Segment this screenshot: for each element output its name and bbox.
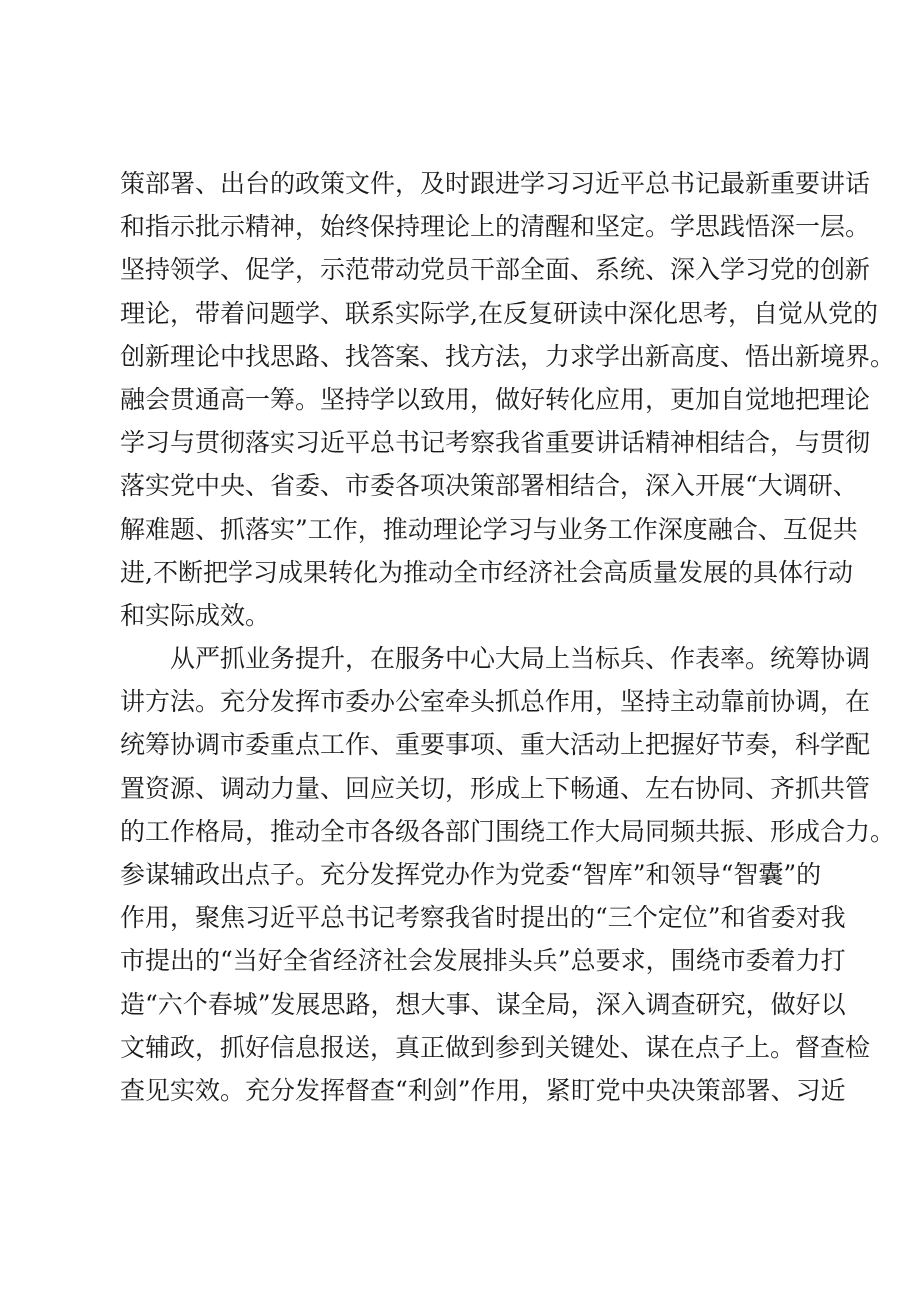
body-text [120,162,896,1112]
text-line: 坚持领学、促学，示范带动党员干部全面、系统、深入学习党的创新 [120,255,871,285]
text-line-paragraph-start: 从严抓业务提升，在服务中心大局上当标兵、作表率。统筹协调 [170,644,871,674]
text-line: 作用，聚焦习近平总书记考察我省时提出的“三个定位”和省委对我 [120,903,846,933]
text-line: 落实党中央、省委、市委各项决策部署相结合，深入开展“大调研、 [120,471,858,501]
text-line: 和指示批示精神，始终保持理论上的清醒和坚定。学思践悟深一层。 [120,212,871,242]
text-line: 讲方法。充分发挥市委办公室牵头抓总作用，坚持主动靠前协调，在 [120,687,871,717]
text-line: 融会贯通高一筹。坚持学以致用，做好转化应用，更加自觉地把理论 [120,384,871,414]
text-line: 查见实效。充分发挥督查“利剑”作用，紧盯党中央决策部署、习近 [120,1075,846,1105]
text-line: 策部署、出台的政策文件，及时跟进学习习近平总书记最新重要讲话 [120,169,871,198]
text-line: 置资源、调动力量、回应关切，形成上下畅通、左右协同、齐抓共管 [120,773,871,803]
text-line: 统筹协调市委重点工作、重要事项、重大活动上把握好节奏，科学配 [120,730,871,760]
text-line-paragraph-end: 和实际成效。 [120,600,271,630]
text-line: 解难题、抓落实”工作，推动理论学习与业务工作深度融合、互促共 [120,514,858,544]
text-line: 的工作格局，推动全市各级各部门围绕工作大局同频共振、形成合力。 [120,816,896,846]
text-line: 理论，带着问题学、联系实际学,在反复研读中深化思考，自觉从党的 [120,298,878,328]
text-line: 学习与贯彻落实习近平总书记考察我省重要讲话精神相结合，与贯彻 [120,428,871,458]
text-line: 参谋辅政出点子。充分发挥党办作为党委“智库”和领导“智囊”的 [120,860,822,889]
text-line: 造“六个春城”发展思路，想大事、谋全局，深入调查研究，做好以 [120,989,846,1019]
text-line: 进,不断把学习成果转化为推动全市经济社会高质量发展的具体行动 [120,557,853,587]
text-line: 市提出的“当好全省经济社会发展排头兵”总要求，围绕市委着力打 [120,946,846,976]
text-line: 创新理论中找思路、找答案、找方法，力求学出新高度、悟出新境界。 [120,341,896,371]
text-line: 文辅政，抓好信息报送，真正做到参到关键处、谋在点子上。督查检 [120,1032,871,1062]
